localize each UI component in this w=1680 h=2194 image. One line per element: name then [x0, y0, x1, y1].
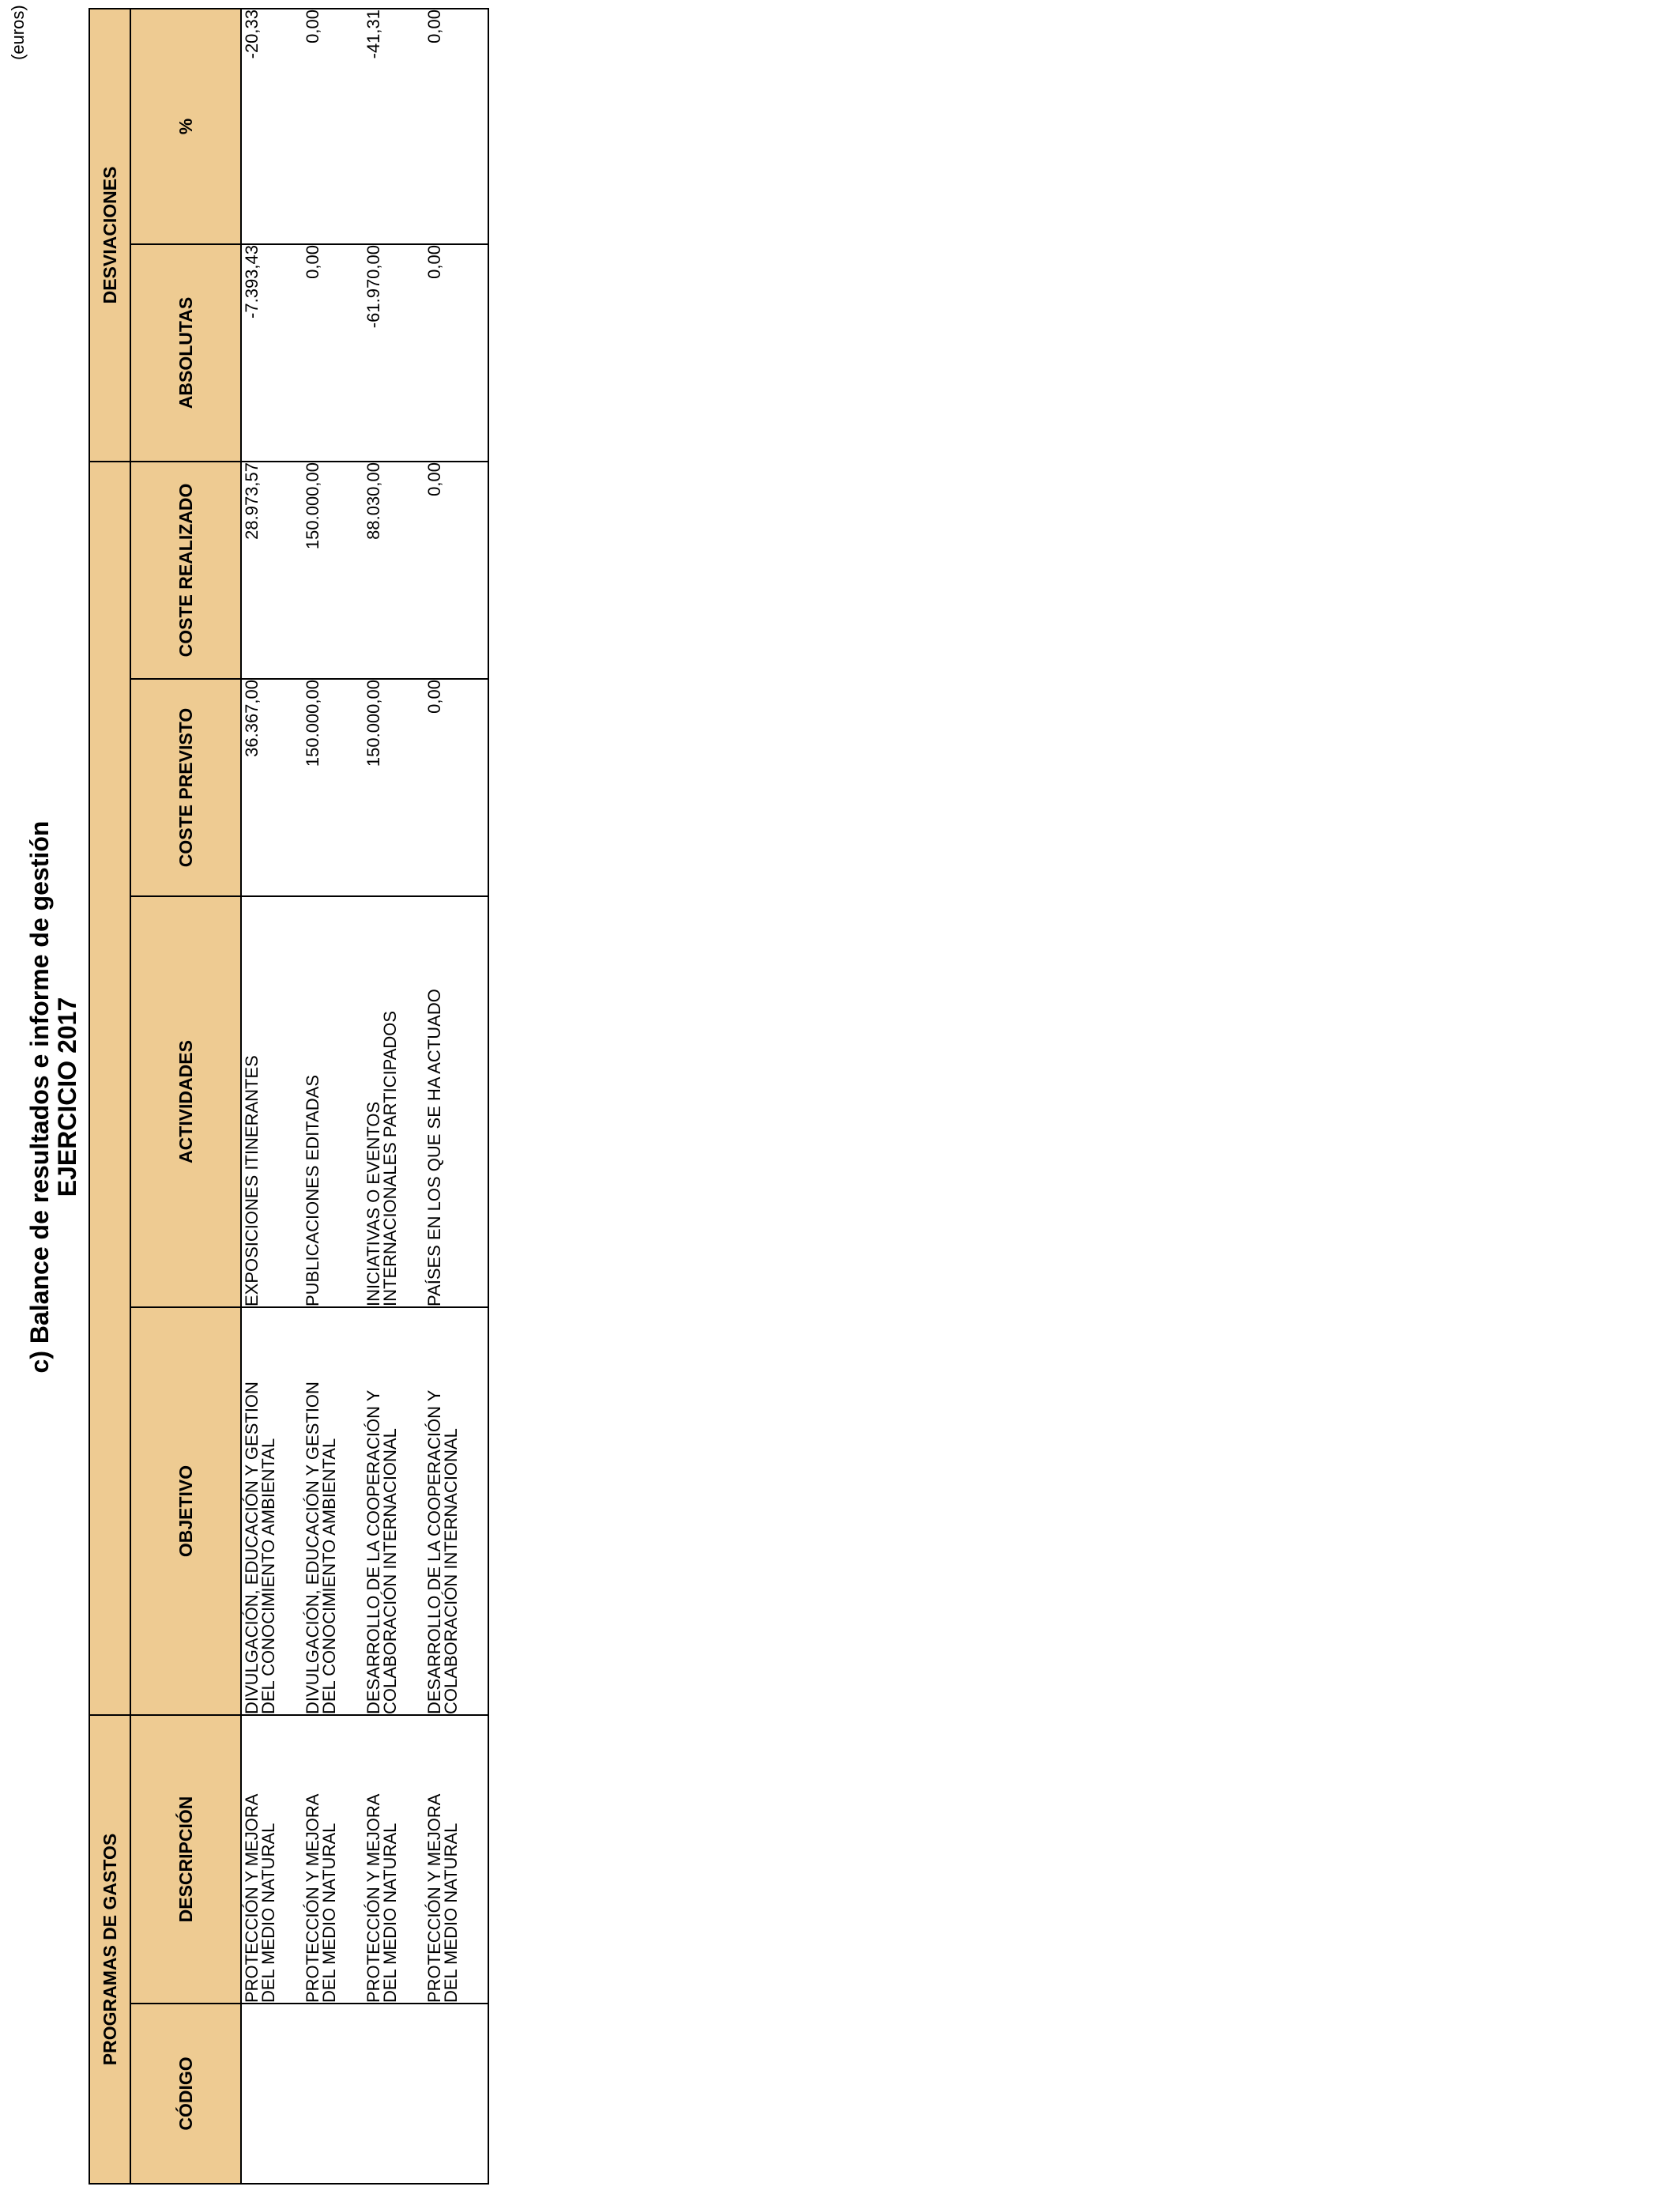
descripcion-cell: PROTECCIÓN Y MEJORA DEL MEDIO NATURAL	[424, 1715, 488, 2004]
porcentaje-cell: 0,00	[424, 9, 488, 244]
actividad-cell: INICIATIVAS O EVENTOS INTERNACIONALES PARTICIPADOS	[363, 896, 424, 1307]
coste-previsto-cell: 150.000,00	[363, 679, 424, 896]
coste-realizado-cell: 0,00	[424, 462, 488, 679]
codigo-cell	[241, 2004, 303, 2184]
objetivo-cell: DESARROLLO DE LA COOPERACIÓN Y COLABORACIÓN INTERNACIONAL	[363, 1307, 424, 1715]
coste-realizado-cell: 88.030,00	[363, 462, 424, 679]
coste-previsto-cell: 36.367,00	[241, 679, 303, 896]
porcentaje-cell: -20,33	[241, 9, 303, 244]
actividad-cell: PAÍSES EN LOS QUE SE HA ACTUADO	[424, 896, 488, 1307]
table-row	[241, 9, 303, 2184]
report-title: c) Balance de resultados e informe de gestión	[25, 820, 54, 1374]
coste-previsto-header: COSTE PREVISTO	[130, 679, 241, 896]
descripcion-cell: PROTECCIÓN Y MEJORA DEL MEDIO NATURAL	[363, 1715, 424, 2004]
descripcion-cell: PROTECCIÓN Y MEJORA DEL MEDIO NATURAL	[241, 1715, 303, 2004]
codigo-cell	[303, 2004, 363, 2184]
codigo-cell	[363, 2004, 424, 2184]
objetivo-cell: DESARROLLO DE LA COOPERACIÓN Y COLABORACIÓN INTERNACIONAL	[424, 1307, 488, 1715]
porcentaje-header: %	[130, 9, 241, 244]
actividades-header: ACTIVIDADES	[130, 896, 241, 1307]
objetivo-cell: DIVULGACIÓN, EDUCACIÓN Y GESTION DEL CONOCIMIENTO AMBIENTAL	[303, 1307, 363, 1715]
coste-previsto-cell: 150.000,00	[303, 679, 363, 896]
report-year: EJERCICIO 2017	[53, 997, 81, 1197]
absolutas-cell: -61.970,00	[363, 244, 424, 462]
objetivo-cell: DIVULGACIÓN, EDUCACIÓN Y GESTION DEL CONOCIMIENTO AMBIENTAL	[241, 1307, 303, 1715]
codigo-cell	[424, 2004, 488, 2184]
coste-realizado-header: COSTE REALIZADO	[130, 462, 241, 679]
objetivo-header: OBJETIVO	[130, 1307, 241, 1715]
absolutas-cell: 0,00	[424, 244, 488, 462]
results-table	[89, 8, 489, 2185]
codigo-header: CÓDIGO	[130, 2004, 241, 2184]
coste-realizado-cell: 28.973,57	[241, 462, 303, 679]
porcentaje-cell: -41,31	[363, 9, 424, 244]
currency-unit: (euros)	[8, 5, 28, 60]
descripcion-header: DESCRIPCIÓN	[130, 1715, 241, 2004]
table-row	[424, 9, 488, 2184]
programas-de-gastos-header: PROGRAMAS DE GASTOS	[89, 1715, 130, 2184]
absolutas-cell: -7.393,43	[241, 244, 303, 462]
actividad-cell: PUBLICACIONES EDITADAS	[303, 896, 363, 1307]
descripcion-cell: PROTECCIÓN Y MEJORA DEL MEDIO NATURAL	[303, 1715, 363, 2004]
table-row	[303, 9, 363, 2184]
desviaciones-header: DESVIACIONES	[89, 9, 130, 462]
table-row	[363, 9, 424, 2184]
coste-previsto-cell: 0,00	[424, 679, 488, 896]
coste-realizado-cell: 150.000,00	[303, 462, 363, 679]
absolutas-cell: 0,00	[303, 244, 363, 462]
actividad-cell: EXPOSICIONES ITINERANTES	[241, 896, 303, 1307]
absolutas-header: ABSOLUTAS	[130, 244, 241, 462]
porcentaje-cell: 0,00	[303, 9, 363, 244]
